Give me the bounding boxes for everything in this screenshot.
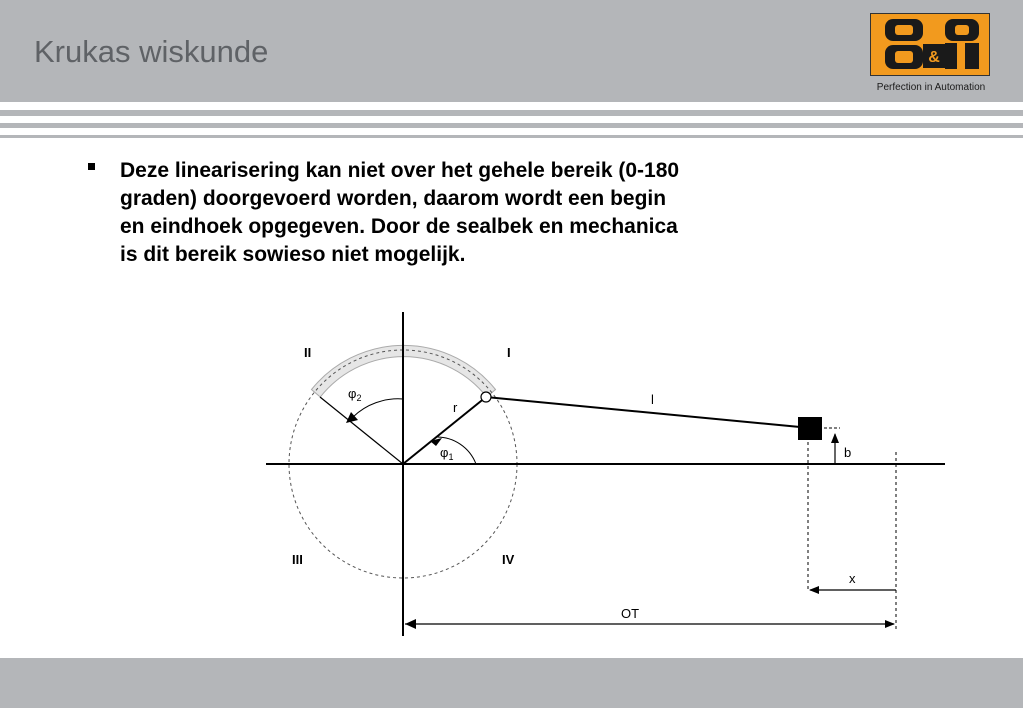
- ot-arrowhead-left: [405, 619, 416, 629]
- quadrant-2-label: II: [304, 345, 312, 360]
- phi1-symbol: $\varphi_1$: [440, 445, 454, 462]
- connecting-rod: [486, 397, 800, 427]
- quadrant-3-label: III: [292, 552, 303, 567]
- bullet-text: Deze linearisering kan niet over het gehele bereik (0-180 graden) doorgevoerd worden, daarom wordt een begin en eindhoek opgegeven. Door de sealbek en mechanica is dit bereik sowieso niet mogelijk.: [120, 159, 680, 266]
- b-label: b: [844, 445, 852, 460]
- footer-bar: [0, 658, 1023, 708]
- logo-ampersand: &: [928, 49, 940, 66]
- x-label: x: [849, 571, 856, 586]
- slider-block: [798, 417, 822, 440]
- logo-tagline: Perfection in Automation: [876, 82, 986, 93]
- quadrant-1-label: I: [507, 345, 511, 360]
- phi2-symbol: $\varphi_2$: [348, 386, 362, 403]
- crank-pin: [481, 392, 491, 402]
- rod-length-label: l: [651, 392, 654, 407]
- quadrant-4-label: IV: [502, 552, 515, 567]
- page-title: Krukas wiskunde: [34, 34, 269, 69]
- phi2-limit-line: [320, 397, 403, 464]
- ot-label: OT: [621, 606, 640, 621]
- radius-label: r: [453, 400, 458, 415]
